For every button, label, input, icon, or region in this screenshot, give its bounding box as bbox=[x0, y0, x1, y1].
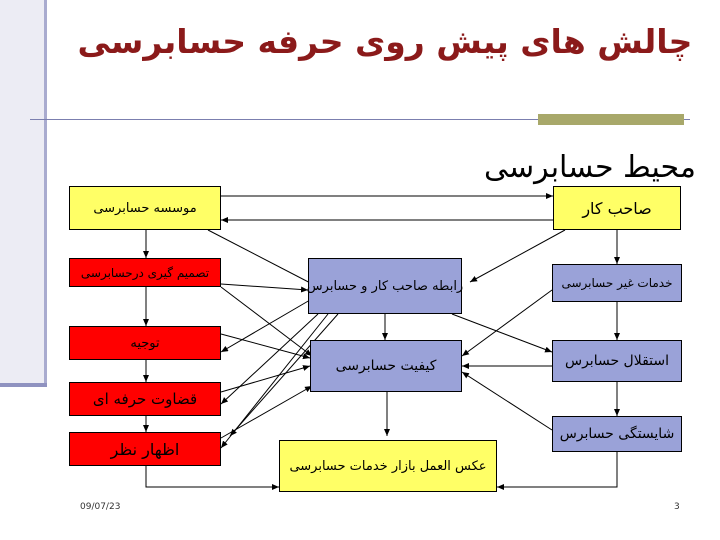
arrow-competence-to-market bbox=[497, 452, 617, 487]
arrow-relationship-to-independence bbox=[452, 314, 552, 352]
box-professional-judgment: قضاوت حرفه ای bbox=[69, 382, 221, 416]
arrow-decision-to-quality bbox=[221, 287, 312, 356]
box-auditor-independence: استقلال حسابرس bbox=[552, 340, 682, 382]
box-audit-quality: کیفیت حسابرسی bbox=[310, 340, 462, 392]
footer-date: 09/07/23 bbox=[80, 502, 121, 512]
arrow-opinion-to-market bbox=[146, 466, 279, 487]
box-employer: صاحب کار bbox=[553, 186, 681, 230]
box-justification: توجیه bbox=[69, 326, 221, 360]
arrow-judgment-to-quality bbox=[221, 366, 310, 392]
page-number: 3 bbox=[674, 502, 680, 512]
box-opinion: اظهار نظر bbox=[69, 432, 221, 466]
box-non-audit-services: خدمات غیر حسابرسی bbox=[552, 264, 682, 302]
box-audit-firm: موسسه حسابرسی bbox=[69, 186, 221, 230]
arrow-justification-to-quality bbox=[221, 334, 310, 358]
slide-title: چالش های پیش روی حرفه حسابرسی bbox=[77, 22, 693, 61]
box-auditor-competence: شایستگی حسابرس bbox=[552, 416, 682, 452]
slide-subtitle: محیط حسابرسی bbox=[484, 150, 696, 185]
box-audit-decision: تصمیم گیری درحسابرسی bbox=[69, 258, 221, 287]
box-employer-auditor-relationship: رابطه صاحب کار و حسابرس bbox=[308, 258, 462, 314]
arrow-decision-to-relationship bbox=[221, 284, 308, 290]
arrow-employer-to-relationship bbox=[470, 230, 565, 282]
arrow-competence-to-quality bbox=[462, 372, 552, 430]
box-market-reaction: عکس العمل بازار خدمات حسابرسی bbox=[279, 440, 497, 492]
arrow-firm-to-relationship bbox=[208, 230, 320, 288]
